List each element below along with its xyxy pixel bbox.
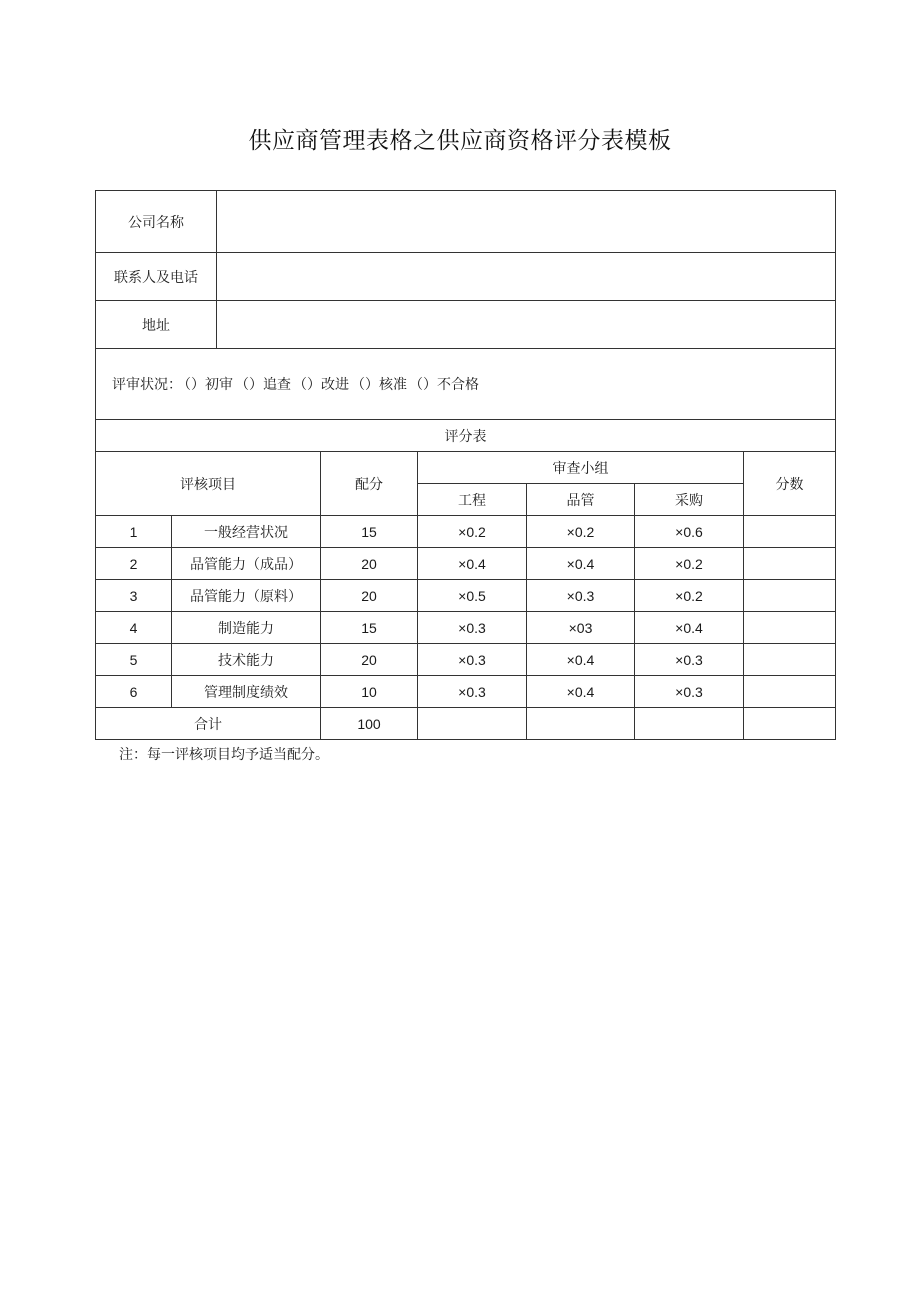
row-weight: 20 xyxy=(321,548,418,580)
row-score[interactable] xyxy=(744,580,836,612)
row-engineering: ×0.2 xyxy=(418,516,527,548)
review-option-initial[interactable]: （）初审 xyxy=(184,377,233,393)
row-engineering: ×0.3 xyxy=(418,612,527,644)
row-purchasing: ×0.3 xyxy=(635,676,744,708)
address-row xyxy=(96,301,836,349)
supplier-info-table xyxy=(95,190,836,420)
header-score: 分数 xyxy=(744,452,836,516)
row-quality: ×0.2 xyxy=(527,516,635,548)
row-engineering: ×0.3 xyxy=(418,676,527,708)
table-row xyxy=(96,676,836,708)
row-number: 3 xyxy=(96,580,172,612)
review-status-cell xyxy=(96,349,836,420)
header-review-group: 审查小组 xyxy=(418,452,744,484)
row-score[interactable] xyxy=(744,644,836,676)
total-row xyxy=(96,708,836,740)
review-status-label: 评审状况： xyxy=(112,377,182,393)
header-weight: 配分 xyxy=(321,452,418,516)
row-weight: 15 xyxy=(321,612,418,644)
row-number: 6 xyxy=(96,676,172,708)
header-purchasing: 采购 xyxy=(635,484,744,516)
total-quality[interactable] xyxy=(527,708,635,740)
row-item-name: 制造能力 xyxy=(172,612,321,644)
table-row xyxy=(96,516,836,548)
row-score[interactable] xyxy=(744,548,836,580)
address-field[interactable] xyxy=(217,301,836,349)
review-option-approve[interactable]: （）核准 xyxy=(351,377,407,393)
review-option-followup[interactable]: （）追查 xyxy=(235,377,291,393)
total-score[interactable] xyxy=(744,708,836,740)
row-weight: 10 xyxy=(321,676,418,708)
row-number: 2 xyxy=(96,548,172,580)
table-row xyxy=(96,580,836,612)
contact-row xyxy=(96,253,836,301)
row-weight: 15 xyxy=(321,516,418,548)
company-name-label: 公司名称 xyxy=(96,191,217,253)
document-title: 供应商管理表格之供应商资格评分表模板 xyxy=(248,128,672,154)
row-item-name: 一般经营状况 xyxy=(172,516,321,548)
total-weight: 100 xyxy=(321,708,418,740)
row-score[interactable] xyxy=(744,612,836,644)
contact-field[interactable] xyxy=(217,253,836,301)
row-quality: ×0.4 xyxy=(527,676,635,708)
row-number: 5 xyxy=(96,644,172,676)
header-engineering: 工程 xyxy=(418,484,527,516)
score-table xyxy=(95,419,836,740)
contact-label: 联系人及电话 xyxy=(96,253,217,301)
company-row xyxy=(96,191,836,253)
total-purchasing[interactable] xyxy=(635,708,744,740)
row-weight: 20 xyxy=(321,580,418,612)
row-score[interactable] xyxy=(744,516,836,548)
row-quality: ×0.4 xyxy=(527,644,635,676)
row-item-name: 管理制度绩效 xyxy=(172,676,321,708)
address-label: 地址 xyxy=(96,301,217,349)
row-item-name: 品管能力（成品） xyxy=(172,548,321,580)
row-number: 4 xyxy=(96,612,172,644)
company-name-field[interactable] xyxy=(217,191,836,253)
review-option-improve[interactable]: （）改进 xyxy=(293,377,349,393)
row-purchasing: ×0.3 xyxy=(635,644,744,676)
table-row xyxy=(96,612,836,644)
review-option-fail[interactable]: （）不合格 xyxy=(409,377,479,393)
total-engineering[interactable] xyxy=(418,708,527,740)
row-quality: ×0.4 xyxy=(527,548,635,580)
row-engineering: ×0.3 xyxy=(418,644,527,676)
table-row xyxy=(96,644,836,676)
row-item-name: 技术能力 xyxy=(172,644,321,676)
score-table-title: 评分表 xyxy=(96,420,836,452)
row-purchasing: ×0.2 xyxy=(635,580,744,612)
row-engineering: ×0.5 xyxy=(418,580,527,612)
header-quality: 品管 xyxy=(527,484,635,516)
score-table-title-row xyxy=(96,420,836,452)
row-engineering: ×0.4 xyxy=(418,548,527,580)
header-item: 评核项目 xyxy=(96,452,321,516)
row-score[interactable] xyxy=(744,676,836,708)
row-purchasing: ×0.4 xyxy=(635,612,744,644)
review-status-row xyxy=(96,349,836,420)
total-label: 合计 xyxy=(96,708,321,740)
row-purchasing: ×0.2 xyxy=(635,548,744,580)
row-quality: ×03 xyxy=(527,612,635,644)
row-weight: 20 xyxy=(321,644,418,676)
row-purchasing: ×0.6 xyxy=(635,516,744,548)
header-row-1 xyxy=(96,452,836,484)
row-item-name: 品管能力（原料） xyxy=(172,580,321,612)
footnote: 注：每一评核项目均予适当配分。 xyxy=(119,747,329,763)
row-number: 1 xyxy=(96,516,172,548)
row-quality: ×0.3 xyxy=(527,580,635,612)
table-row xyxy=(96,548,836,580)
